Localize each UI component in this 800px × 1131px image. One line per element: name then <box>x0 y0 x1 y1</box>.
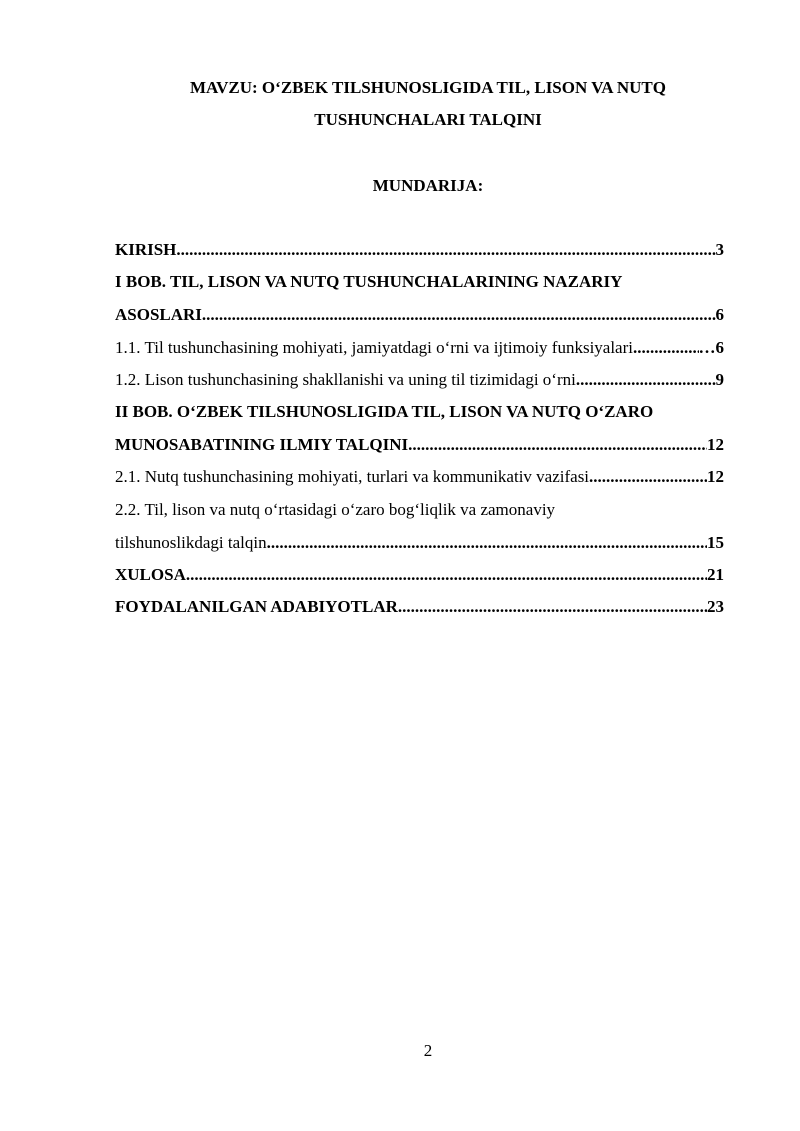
toc-entry-title: 2.1. Nutq tushunchasining mohiyati, turlari va kommunikativ vazifasi <box>115 467 590 486</box>
toc-entry-title: tilshunoslikdagi talqin <box>115 533 267 552</box>
toc-entry-1-1 <box>115 337 724 359</box>
toc-entry-bob2-line2 <box>115 434 724 456</box>
toc-entry-page: 15 <box>707 533 724 552</box>
toc-leader-dots <box>267 532 707 554</box>
toc-entry-title: XULOSA <box>115 565 186 584</box>
toc-entry-page: 12 <box>707 435 724 454</box>
toc-entry-adabiyotlar <box>115 596 724 618</box>
toc-leader-dots <box>633 337 699 359</box>
toc-entry-title: MUNOSABATINING ILMIY TALQINI <box>115 435 409 454</box>
toc-entry-page: 9 <box>715 370 724 389</box>
toc-entry-kirish <box>115 239 724 261</box>
toc-entry-title: II BOB. O‘ZBEK TILSHUNOSLIGIDA TIL, LISON VA NUTQ O‘ZARO <box>115 402 654 421</box>
toc-leader-dots <box>589 466 707 488</box>
toc-leader-dots <box>408 434 707 456</box>
toc-leader-dots <box>202 304 716 326</box>
toc-entry-title: 1.2. Lison tushunchasining shakllanishi va uning til tizimidagi o‘rni <box>115 370 576 389</box>
document-title-line-2: TUSHUNCHALARI TALQINI <box>314 110 542 129</box>
toc-leader-dots <box>398 596 707 618</box>
toc-entry-page: 23 <box>707 597 724 616</box>
toc-entry-title: KIRISH <box>115 240 177 259</box>
toc-entry-2-1 <box>115 466 724 488</box>
toc-entry-page: 6 <box>715 305 724 324</box>
toc-entry-title: FOYDALANILGAN ADABIYOTLAR <box>115 597 398 616</box>
toc-entry-title: 2.2. Til, lison va nutq o‘rtasidagi o‘zaro bog‘liqlik va zamonaviy <box>115 500 556 519</box>
toc-entry-title: 1.1. Til tushunchasining mohiyati, jamiyatdagi o‘rni va ijtimoiy funksiyalari <box>115 338 633 357</box>
toc-entry-page: 3 <box>715 240 724 259</box>
toc-entry-2-2-line1 <box>115 499 724 521</box>
toc-entry-page: 12 <box>707 467 724 486</box>
toc-heading: MUNDARIJA: <box>372 176 484 195</box>
toc-leader-dots <box>186 564 707 586</box>
toc-leader-dots <box>176 239 715 261</box>
toc-entry-bob1-line1 <box>115 271 724 293</box>
toc-leader-dots <box>576 369 716 391</box>
page-number: 2 <box>423 1041 433 1060</box>
toc-entry-title: ASOSLARI <box>115 305 202 324</box>
toc-entry-2-2-line2 <box>115 532 724 554</box>
toc-entry-title: I BOB. TIL, LISON VA NUTQ TUSHUNCHALARINING NAZARIY <box>115 272 623 291</box>
toc-entry-page: 21 <box>707 565 724 584</box>
toc-entry-page: …6 <box>698 338 724 357</box>
toc-entry-bob1-line2 <box>115 304 724 326</box>
toc-entry-1-2 <box>115 369 724 391</box>
toc-entry-xulosa <box>115 564 724 586</box>
toc-entry-bob2-line1 <box>115 401 724 423</box>
document-title-line-1: MAVZU: O‘ZBEK TILSHUNOSLIGIDA TIL, LISON VA NUTQ <box>190 78 666 97</box>
